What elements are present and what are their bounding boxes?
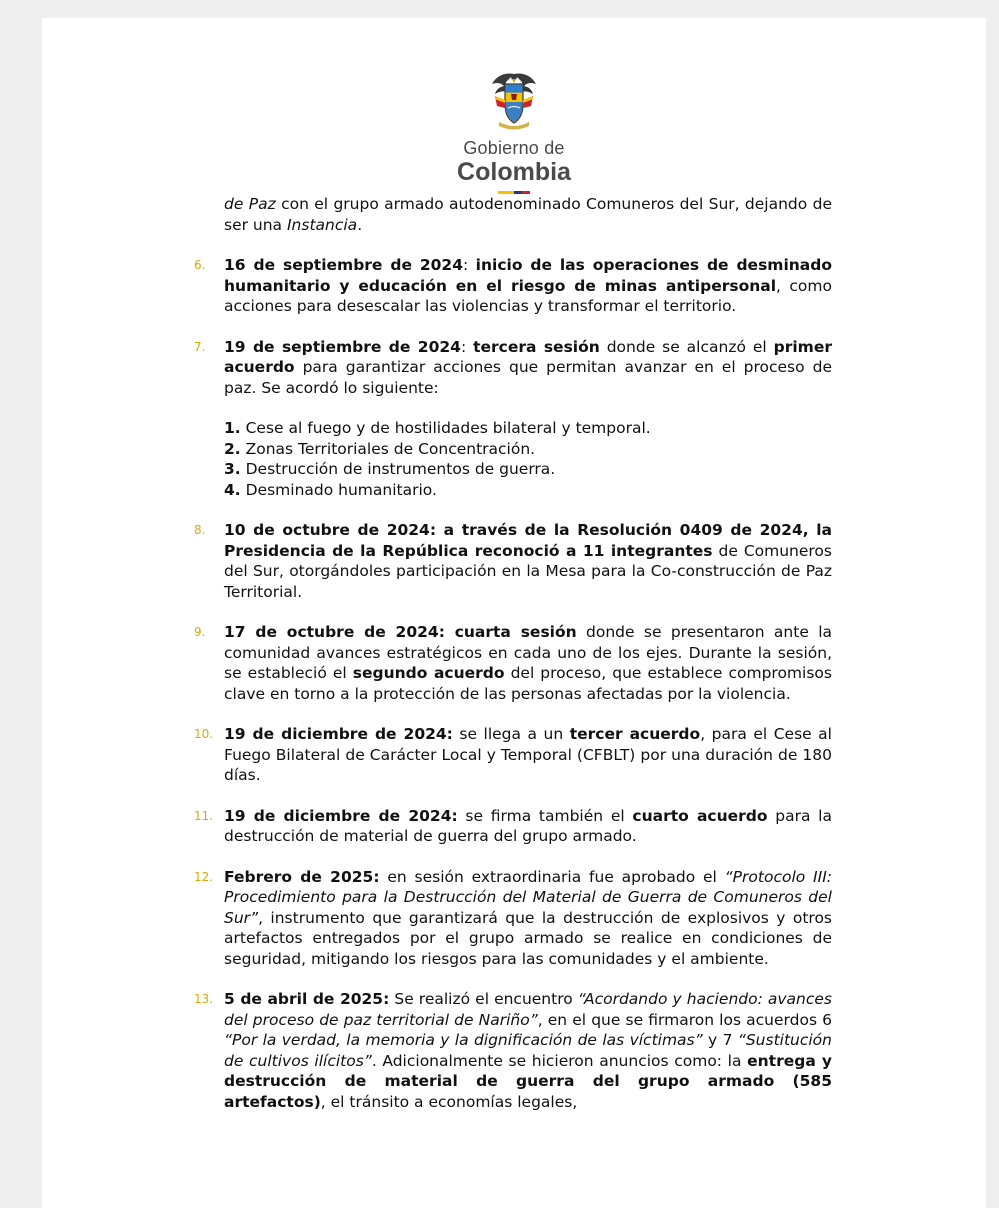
item-number: 12. [194, 869, 214, 884]
list-item-6: 6. 16 de septiembre de 2024: inicio de las operaciones de desminado humanitario y educación en el riesgo de minas antipersonal, como acciones para desescalar las violencias y transformar el territorio. [194, 256, 832, 315]
sublist-item: 3. Destrucción de instrumentos de guerra. [224, 460, 556, 478]
list-item-11: 11. 19 de diciembre de 2024: se firma también el cuarto acuerdo para la destrucción de material de guerra del grupo armado. [194, 806, 832, 845]
list-item-10: 10. 19 de diciembre de 2024: se llega a un tercer acuerdo, para el Cese al Fuego Bilateral de Carácter Local y Temporal (CFBLT) por una duración de 180 días. [194, 725, 832, 784]
coat-of-arms-icon [489, 70, 539, 132]
document-header [42, 70, 986, 194]
government-name-line2: Colombia [457, 158, 571, 186]
list-item-9: 9. 17 de octubre de 2024: cuarta sesión donde se presentaron ante la comunidad avances estratégicos en cada uno de los ejes. Durante la sesión, se estableció el segundo acuerdo del proceso, que establece compromisos clave en torno a la protección de las personas afectadas por la violencia. [194, 623, 832, 703]
list-item-13: 13. 5 de abril de 2025: Se realizó el encuentro “Acordando y haciendo: avances del proceso de paz territorial de Nariño”, en el que se firmaron los acuerdos 6 “Por la verdad, la memoria y la dignificación de las víctimas” y 7 “Sustitución de cultivos ilícitos”. Adicionalmente se hicieron anuncios como: la entrega y destrucción de material de guerra del grupo armado (585 artefactos), el tránsito a economías legales, [194, 990, 832, 1111]
item-number: 7. [194, 339, 206, 354]
item-number: 9. [194, 625, 206, 639]
item-number: 13. [194, 992, 214, 1006]
agreement-sublist [224, 418, 832, 500]
item-number: 6. [194, 258, 206, 272]
item-number: 11. [194, 808, 214, 823]
list-item-7: 7. 19 de septiembre de 2024: tercera sesión donde se alcanzó el primer acuerdo para garantizar acciones que permitan avanzar en el proceso de paz. Se acordó lo siguiente: 1. Cese al fuego y de hostilidades bilateral y temporal. 2. Zonas Territoriales de Concentración. 3. Destrucción de instrumentos de guerra. 4. Desminado humanitario. [194, 337, 832, 499]
government-name-line1: Gobierno de [463, 138, 565, 158]
document-page [42, 18, 986, 1208]
sublist-item: 4. Desminado humanitario. [224, 480, 437, 499]
sublist-item: 2. Zonas Territoriales de Concentración. [224, 439, 536, 458]
document-body [194, 194, 832, 1112]
item-number: 10. [194, 727, 214, 741]
item-number: 8. [194, 523, 206, 537]
sublist-item: 1. Cese al fuego y de hostilidades bilateral y temporal. [224, 419, 651, 437]
intro-paragraph: de Paz con el grupo armado autodenominado Comuneros del Sur, dejando de ser una Instancia. [224, 195, 832, 234]
list-item-12: 12. Febrero de 2025: en sesión extraordinaria fue aprobado el “Protocolo III: Procedimiento para la Destrucción del Material de Guerra de Comuneros del Sur”, instrumento que garantizará que la destrucción de explosivos y otros artefactos entregados por el grupo armado se realice en condiciones de seguridad, mitigando los riesgos para las comunidades y el ambiente. [194, 867, 832, 968]
list-item-8: 8. 10 de octubre de 2024: a través de la Resolución 0409 de 2024, la Presidencia de la República reconoció a 11 integrantes de Comuneros del Sur, otorgándoles participación en la Mesa para la Co-construcción de Paz Territorial. [194, 521, 832, 601]
